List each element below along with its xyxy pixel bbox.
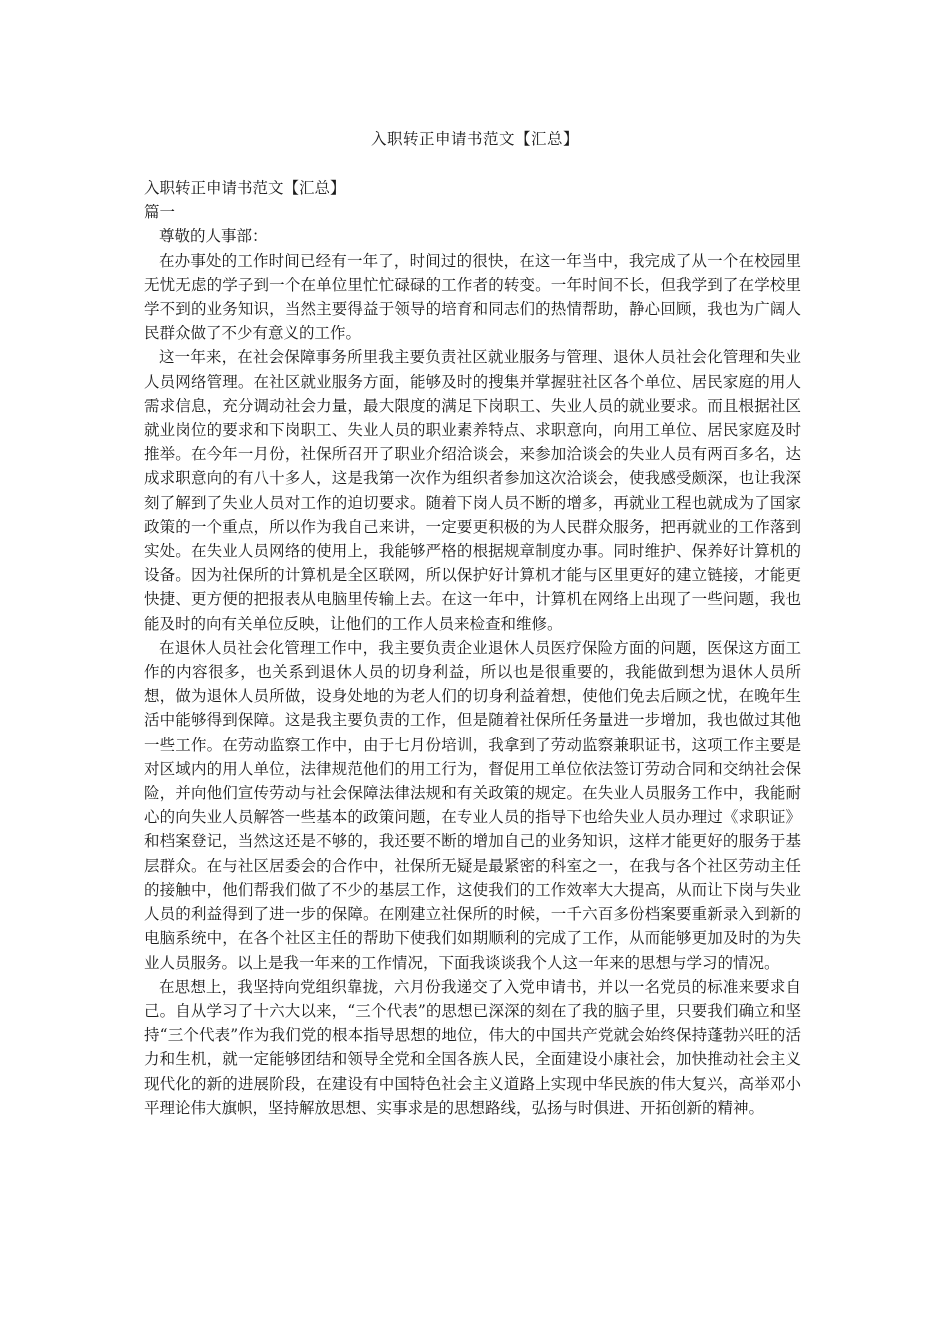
body-paragraph: 在办事处的工作时间已经有一年了，时间过的很快，在这一年当中，我完成了从一个在校园里无忧无虑的学子到一个在单位里忙忙碌碌的工作者的转变。一年时间不长，但我学到了在学校里学不到的业务知识，当然主要得益于领导的培育和同志们的热情帮助，静心回顾，我也为广阔人民群众做了不少有意义的工作。 [144,251,801,343]
document-heading: 入职转正申请书范文【汇总】 [144,179,346,197]
page-title: 入职转正申请书范文【汇总】 [370,130,579,148]
document-body [144,176,801,1120]
body-paragraph: 在退休人员社会化管理工作中，我主要负责企业退休人员医疗保险方面的问题，医保这方面工作的内容很多，也关系到退休人员的切身利益，所以也是很重要的，我能做到想为退休人员所想，做为退休人员所做，设身处地的为老人们的切身利益着想，使他们免去后顾之忧，在晚年生活中能够得到保障。这是我主要负责的工作，但是随着社保所任务量进一步增加，我也做过其他一些工作。在劳动监察工作中，由于七月份培训，我拿到了劳动监察兼职证书，这项工作主要是对区域内的用人单位，法律规范他们的用工行为，督促用工单位依法签订劳动合同和交纳社会保险，并向他们宣传劳动与社会保障法律法规和有关政策的规定。在失业人员服务工作中，我能耐心的向失业人员解答一些基本的政策问题，在专业人员的指导下也给失业人员办理过《求职证》和档案登记，当然这还是不够的，我还要不断的增加自己的业务知识，这样才能更好的服务于基层群众。在与社区居委会的合作中，社保所无疑是最紧密的科室之一，在我与各个社区劳动主任的接触中，他们帮我们做了不少的基层工作，这使我们的工作效率大大提高，从而让下岗与失业人员的利益得到了进一步的保障。在刚建立社保所的时候，一千六百多份档案要重新录入到新的电脑系统中，在各个社区主任的帮助下使我们如期顺利的完成了工作，从而能够更加及时的为失业人员服务。以上是我一年来的工作情况，下面我谈谈我个人这一年来的思想与学习的情况。 [144,638,801,972]
body-paragraph: 在思想上，我坚持向党组织靠拢，六月份我递交了入党申请书，并以一名党员的标准来要求自己。自从学习了十六大以来，“三个代表”的思想已深深的刻在了我的脑子里，只要我们确立和坚持“三个代表”作为我们党的根本指导思想的地位，伟大的中国共产党就会始终保持蓬勃兴旺的活力和生机，就一定能够团结和领导全党和全国各族人民，全面建设小康社会，加快推动社会主义现代化的新的进展阶段，在建设有中国特色社会主义道路上实现中华民族的伟大复兴，高举邓小平理论伟大旗帜，坚持解放思想、实事求是的思想路线，弘扬与时俱进、开拓创新的精神。 [144,977,801,1117]
section-label: 篇一 [144,203,176,222]
body-paragraph: 这一年来，在社会保障事务所里我主要负责社区就业服务与管理、退休人员社会化管理和失业人员网络管理。在社区就业服务方面，能够及时的搜集并掌握驻社区各个单位、居民家庭的用人需求信息，充分调动社会力量，最大限度的满足下岗职工、失业人员的就业要求。而且根据社区就业岗位的要求和下岗职工、失业人员的职业素养特点、求职意向，向用工单位、居民家庭及时推举。在今年一月份，社保所召开了职业介绍洽谈会，来参加洽谈会的失业人员有两百多名，达成求职意向的有八十多人，这是我第一次作为组织者参加这次洽谈会，使我感受颇深，也让我深刻了解到了失业人员对工作的迫切要求。随着下岗人员不断的增多，再就业工程也就成为了国家政策的一个重点，所以作为我自己来讲，一定要更积极的为人民群众服务，把再就业的工作落到实处。在失业人员网络的使用上，我能够严格的根据规章制度办事。同时维护、保养好计算机的设备。因为社保所的计算机是全区联网，所以保护好计算机才能与区里更好的建立链接，才能更快捷、更方便的把报表从电脑里传输上去。在这一年中，计算机在网络上出现了一些问题，我也能及时的向有关单位反映，让他们的工作人员来检查和维修。 [144,348,801,633]
salutation: 尊敬的人事部： [159,227,268,246]
